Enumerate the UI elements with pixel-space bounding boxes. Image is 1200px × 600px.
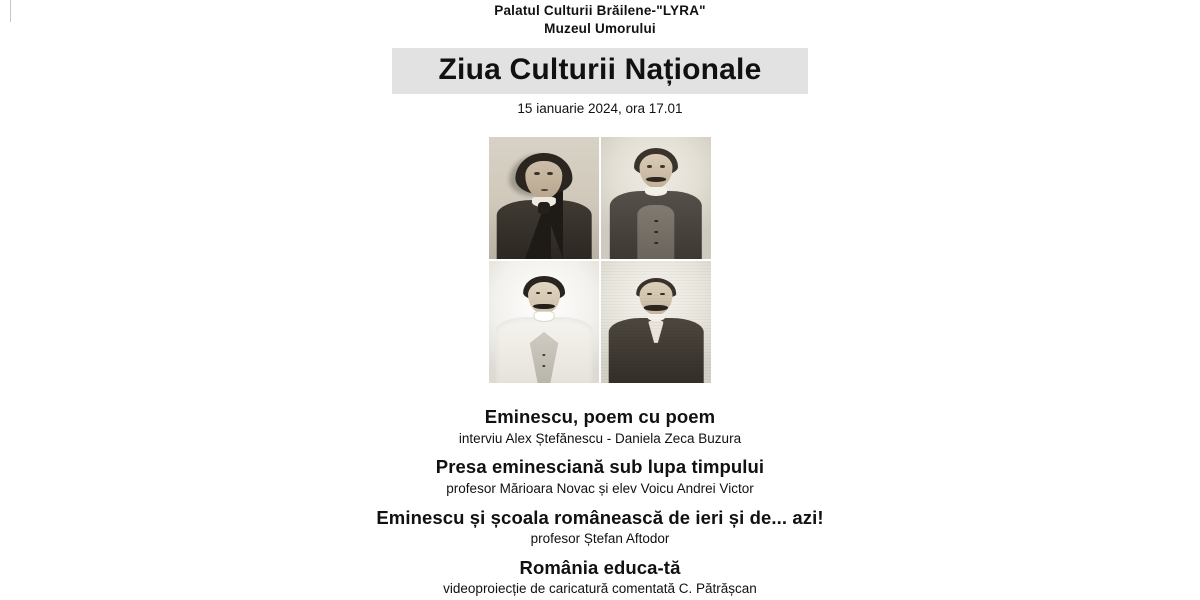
program-item-title: Eminescu, poem cu poem xyxy=(484,406,716,428)
slavici-collar xyxy=(647,314,665,322)
title-band xyxy=(392,48,808,94)
program-item-subtitle: interviu Alex Ștefănescu - Daniela Zeca Buzura xyxy=(458,430,742,446)
program-item-title: Presa eminesciană sub lupa timpului xyxy=(435,456,765,478)
portrait-collage xyxy=(489,137,711,383)
program-item xyxy=(220,506,980,548)
event-datetime: 15 ianuarie 2024, ora 17.01 xyxy=(517,100,683,116)
venue-heading xyxy=(494,2,706,38)
eminescu-bowtie xyxy=(538,202,550,214)
creanga-eye-left xyxy=(647,165,652,168)
creanga-collar xyxy=(645,187,667,196)
venue-line-1: Palatul Culturii Brăilene-"LYRA" xyxy=(494,3,706,18)
program-item-subtitle: videoproiecție de caricatură comentată C. Pătrășcan xyxy=(443,581,757,597)
venue-line-2: Muzeul Umorului xyxy=(544,21,656,37)
program-list xyxy=(220,405,980,600)
program-item xyxy=(220,405,980,447)
caragiale-eye-right xyxy=(547,292,552,294)
creanga-face xyxy=(640,154,673,188)
portrait-mihai-eminescu xyxy=(489,137,599,259)
program-item-subtitle: profesor Ștefan Aftodor xyxy=(530,531,670,547)
creanga-button-3 xyxy=(654,242,658,245)
page-edge-marker xyxy=(10,0,11,22)
portrait-ion-luca-caragiale xyxy=(489,261,599,383)
program-item xyxy=(220,556,980,598)
page-title: Ziua Culturii Naționale xyxy=(438,53,762,87)
program-item-subtitle: profesor Mărioara Novac și elev Voicu Andrei Victor xyxy=(446,481,754,497)
portrait-grid xyxy=(489,137,711,383)
program-item-title: România educa-tă xyxy=(519,556,681,578)
creanga-moustache xyxy=(646,177,666,182)
creanga-button-2 xyxy=(654,231,658,234)
caragiale-collar xyxy=(535,312,554,321)
program-item-title: Eminescu și școala românească de ieri și de... azi! xyxy=(376,506,824,528)
portrait-ioan-slavici xyxy=(601,261,711,383)
creanga-button-1 xyxy=(654,220,658,223)
creanga-eye-right xyxy=(660,165,665,168)
portrait-ion-creanga xyxy=(601,137,711,259)
program-item xyxy=(220,455,980,497)
